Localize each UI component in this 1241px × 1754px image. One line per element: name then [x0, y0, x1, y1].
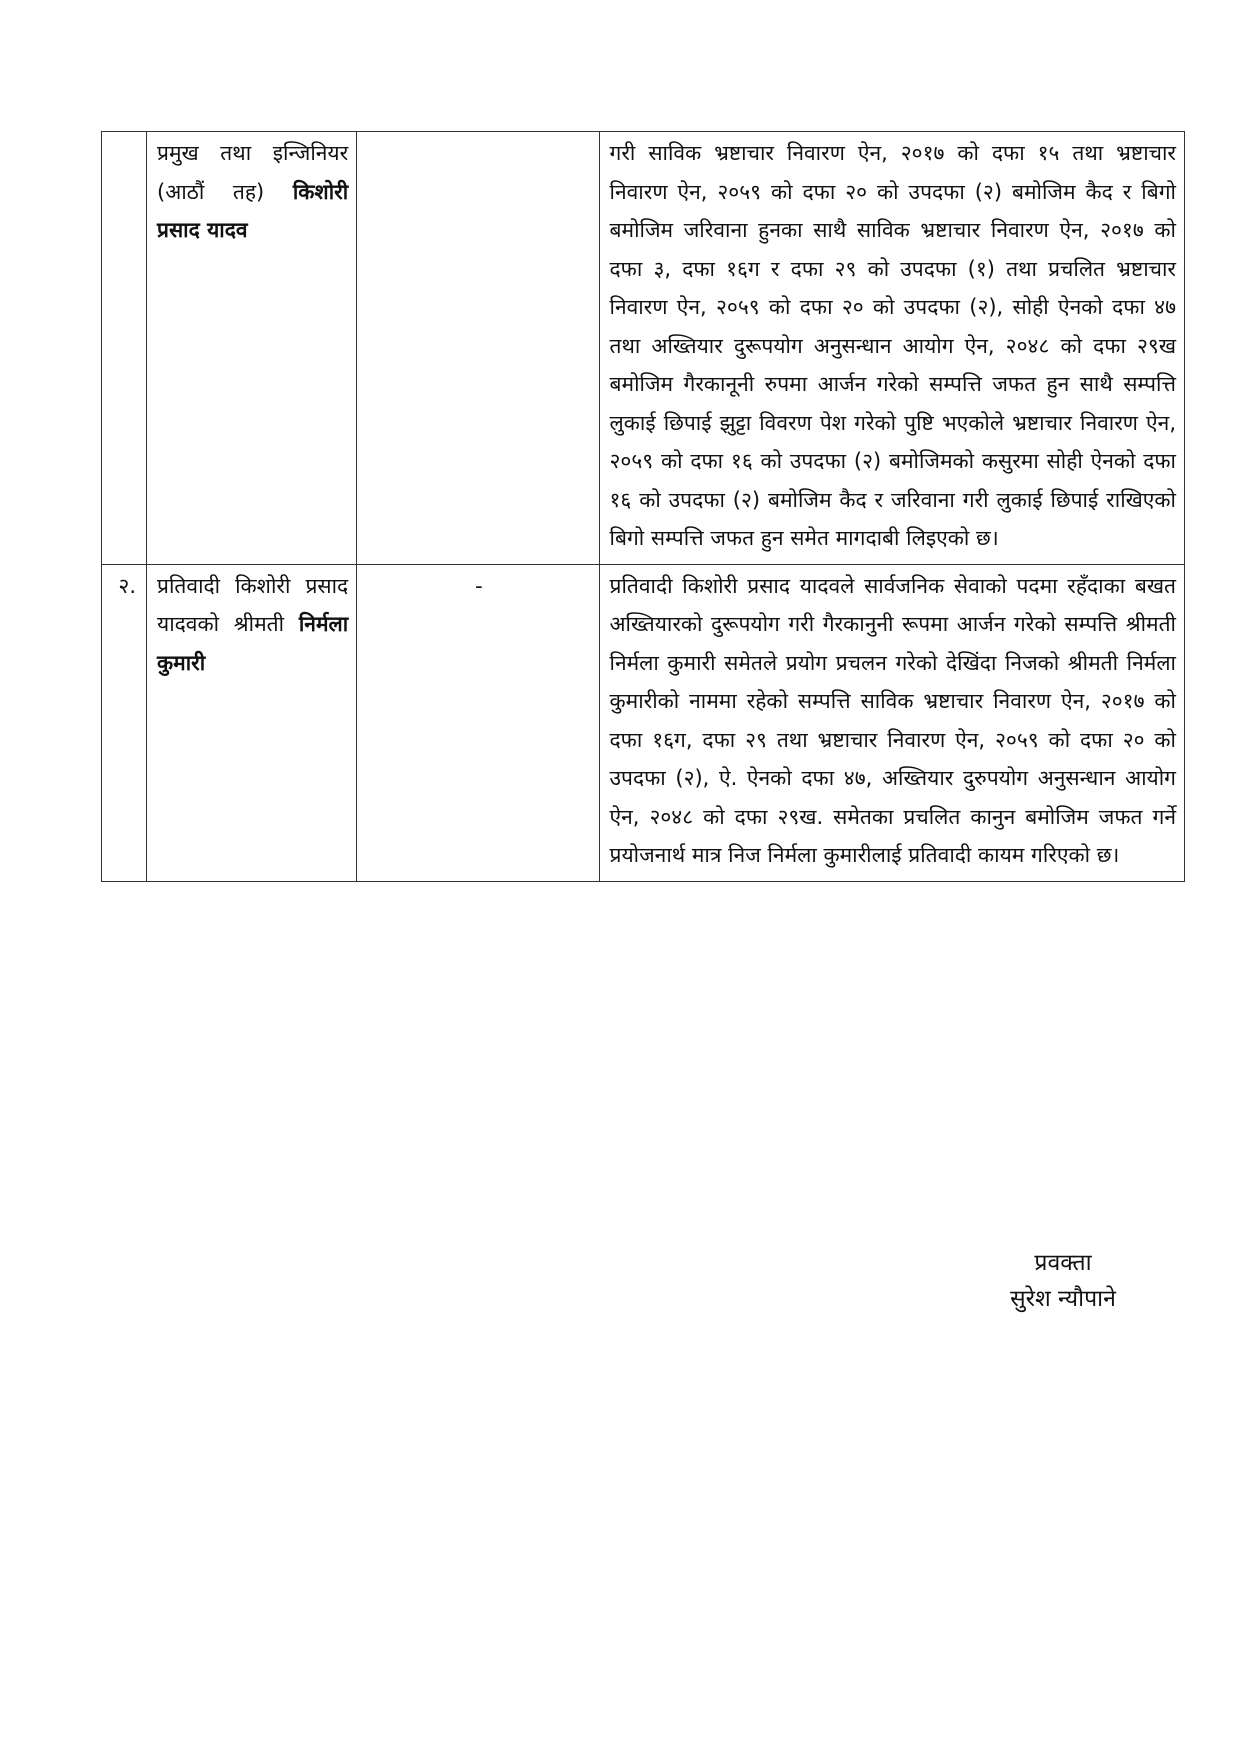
signature-block	[983, 1245, 1143, 1317]
defendant-name: निर्मला कुमारी	[157, 612, 349, 675]
defendant-title: प्रतिवादी किशोरी प्रसाद यादवको श्रीमती	[157, 573, 349, 636]
serial-cell	[102, 132, 147, 565]
signature-title: प्रवक्ता	[1034, 1250, 1092, 1276]
description-cell: प्रतिवादी किशोरी प्रसाद यादवले सार्वजनिक सेवाको पदमा रहँदाका बखत अख्तियारको दुरूपयोग गरी गैरकानुनी रूपमा आर्जन गरेको सम्पत्ति श्रीमती निर्मला कुमारी समेतले प्रयोग प्रचलन गरेको देखिंदा निजको श्रीमती निर्मला कुमारीको नाममा रहेको सम्पत्ति साविक भ्रष्टाचार निवारण ऐन, २०१७ को दफा १६ग, दफा २९ तथा भ्रष्टाचार निवारण ऐन, २०५९ को दफा २० को उपदफा (२), ऐ. ऐनको दफा ४७, अख्तियार दुरुपयोग अनुसन्धान आयोग ऐन, २०४८ को दफा २९ख. समेतका प्रचलित कानुन बमोजिम जफत गर्ने प्रयोजनार्थ मात्र निज निर्मला कुमारीलाई प्रतिवादी कायम गरिएको छ।	[599, 564, 1184, 881]
signature-name: सुरेश न्यौपाने	[1010, 1286, 1116, 1312]
case-table	[101, 131, 1185, 882]
serial-cell: २.	[102, 564, 147, 881]
defendant-name: किशोरी प्रसाद यादव	[157, 179, 349, 242]
defendant-cell	[147, 132, 357, 565]
middle-cell: -	[357, 564, 599, 881]
description-cell: गरी साविक भ्रष्टाचार निवारण ऐन, २०१७ को दफा १५ तथा भ्रष्टाचार निवारण ऐन, २०५९ को दफा २० को उपदफा (२) बमोजिम कैद र बिगो बमोजिम जरिवाना हुनका साथै साविक भ्रष्टाचार निवारण ऐन, २०१७ को दफा ३, दफा १६ग र दफा २९ को उपदफा (१) तथा प्रचलित भ्रष्टाचार निवारण ऐन, २०५९ को दफा २० को उपदफा (२), सोही ऐनको दफा ४७ तथा अख्तियार दुरूपयोग अनुसन्धान आयोग ऐन, २०४८ को दफा २९ख बमोजिम गैरकानूनी रुपमा आर्जन गरेको सम्पत्ति जफत हुन साथै सम्पत्ति लुकाई छिपाई झुट्टा विवरण पेश गरेको पुष्टि भएकोले भ्रष्टाचार निवारण ऐन, २०५९ को दफा १६ को उपदफा (२) बमोजिमको कसुरमा सोही ऐनको दफा १६ को उपदफा (२) बमोजिम कैद र जरिवाना गरी लुकाई छिपाई राखिएको बिगो सम्पत्ति जफत हुन समेत मागदाबी लिइएको छ।	[599, 132, 1184, 565]
defendant-cell	[147, 564, 357, 881]
table-row	[102, 564, 1185, 881]
table-row	[102, 132, 1185, 565]
middle-cell	[357, 132, 599, 565]
defendant-title: प्रमुख तथा इन्जिनियर (आठौं तह)	[157, 141, 349, 204]
